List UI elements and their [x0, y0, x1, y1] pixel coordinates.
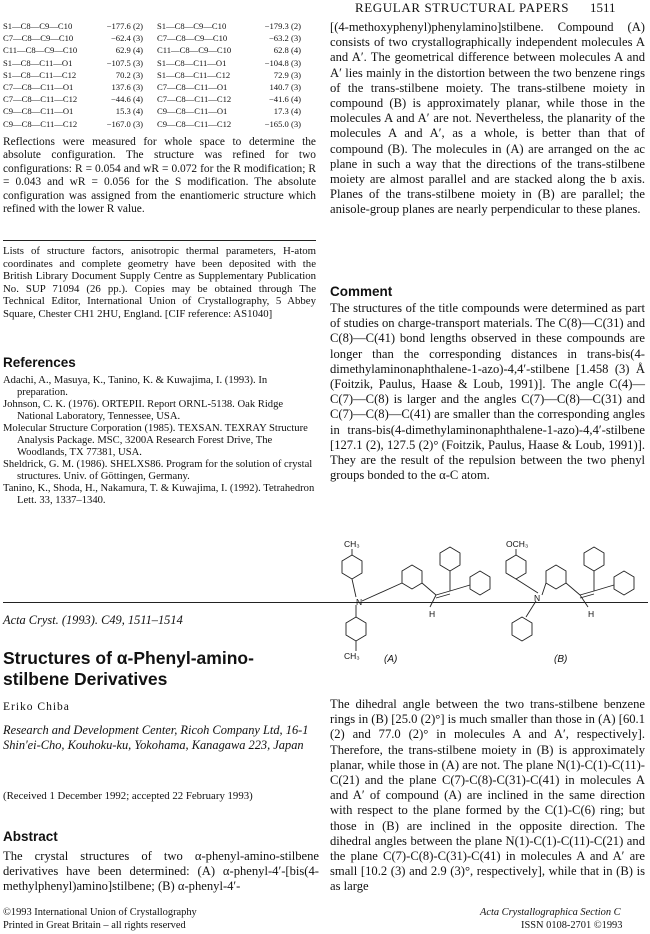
torsion-row: [3, 69, 315, 81]
torsion-value: −104.8 (3): [264, 57, 301, 68]
reference-item: Sheldrick, G. M. (1986). SHELXS86. Program for the solution of crystal structures. Univ. of Göttingen, Germany.: [3, 459, 313, 482]
torsion-value: −107.5 (3): [106, 57, 143, 68]
torsion-atoms: S1—C8—C9—C10: [3, 21, 73, 31]
torsion-atoms: C7—C8—C11—C12: [157, 94, 232, 105]
footer-journal: Acta Crystallographica Section C: [480, 907, 621, 918]
torsion-value: −165.0 (3): [264, 118, 301, 129]
torsion-value: 72.9 (3): [273, 69, 301, 80]
footer-copyright: ©1993 International Union of Crystallography: [3, 907, 197, 918]
article-title: Structures of α-Phenyl-amino-stilbene Derivatives: [3, 648, 254, 689]
torsion-angle-table: [3, 20, 315, 130]
torsion-atoms: S1—C8—C11—C12: [157, 69, 231, 80]
torsion-value: −177.6 (2): [106, 21, 143, 31]
och3-label: OCH₃: [506, 539, 529, 549]
torsion-value: 62.8 (4): [273, 45, 301, 56]
chemical-structures-figure: [326, 525, 648, 685]
torsion-atoms: C7—C8—C11—O1: [157, 81, 228, 92]
reflections-paragraph: Reflections were measured for whole space to determine the absolute configuration. The structure was refined for two configurations: R = 0.054 and wR = 0.072 for the R modification; R = 0.043 and wR = 0.056 for the S modification. The absolute configuration was assigned from the enantiomeric structure which refined with the lower R value.: [3, 136, 316, 216]
torsion-value: 15.3 (4): [115, 106, 143, 117]
torsion-atoms: C9—C8—C11—O1: [3, 106, 74, 117]
torsion-atoms: C9—C8—C11—C12: [157, 118, 232, 129]
page-number: 1511: [590, 0, 616, 15]
torsion-value: −44.6 (4): [110, 94, 143, 105]
label-b: (B): [554, 654, 568, 665]
footer-printed: Printed in Great Britain – all rights reserved: [3, 920, 186, 931]
torsion-atoms: C9—C8—C11—C12: [3, 118, 78, 129]
torsion-value: −63.2 (3): [268, 33, 301, 44]
footer-issn: ISSN 0108-2701 ©1993: [521, 920, 623, 931]
torsion-value: 70.2 (3): [115, 69, 143, 80]
torsion-atoms: S1—C8—C9—C10: [157, 21, 227, 31]
journal-citation: Acta Cryst. (1993). C49, 1511–1514: [3, 613, 183, 627]
comment-text: The structures of the title compounds were determined as part of studies on charge-transport materials. The C(8)—C(31) and C(8)—C(41) bond lengths observed in these compounds are longer than the corresponding distances in trans-bis(4-dimethylaminonaphthalene-1-azo)-4,4′-stilbene [1.458 (3) Å (Foitzik, Paulus, Haase & Loub, 1991)]. The angle C(4)—C(7)—C(8) is larger and the angles C(7)—C(8)—C(31) and C(7)—C(8)—C(41) are smaller than the corresponding angles in trans-bis(4-dimethylaminonaphthalene-1-azo)-4,4′-stilbene [127.1 (2), 127.5 (2)° (Foitzik, Paulus, Haase & Loub, 1991)]. They are the result of the repulsion between the two phenyl groups bonded to the α-C atom.: [330, 301, 645, 483]
label-a: (A): [384, 654, 398, 665]
torsion-row: [3, 93, 315, 105]
torsion-atoms: C7—C8—C9—C10: [157, 33, 228, 44]
torsion-atoms: S1—C8—C11—C12: [3, 69, 77, 80]
torsion-value: −41.6 (4): [268, 94, 301, 105]
torsion-value: −167.0 (3): [106, 118, 143, 129]
reference-item: Molecular Structure Corporation (1985). TEXSAN. TEXRAY Structure Analysis Package. MSC, 3200A Research Forest Drive, The Woodlands, TX 77381, USA.: [3, 423, 308, 458]
references-list: [3, 375, 316, 507]
torsion-atoms: C11—C8—C9—C10: [157, 45, 232, 56]
torsion-row: [3, 57, 315, 69]
structure-a: [342, 547, 490, 651]
abstract-heading: Abstract: [3, 829, 58, 844]
structure-b: [506, 547, 634, 641]
references-heading: References: [3, 355, 76, 370]
torsion-row: [3, 81, 315, 93]
reference-item: Adachi, A., Masuya, K., Tanino, K. & Kuwajima, I. (1993). In preparation.: [3, 375, 268, 398]
reference-item: Tanino, K., Shoda, H., Nakamura, T. & Kuwajima, I. (1992). Tetrahedron Lett. 33, 1337–1340.: [3, 483, 315, 506]
torsion-atoms: C7—C8—C9—C10: [3, 33, 74, 44]
torsion-value: 140.7 (3): [269, 81, 301, 92]
running-header: REGULAR STRUCTURAL PAPERS: [355, 0, 570, 15]
torsion-value: −179.3 (2): [264, 21, 301, 31]
reference-item: Johnson, C. K. (1976). ORTEPII. Report ORNL-5138. Oak Ridge National Laboratory, Tennessee, USA.: [3, 399, 284, 422]
ch3-top-label: CH₃: [344, 539, 360, 549]
torsion-value: −62.4 (3): [110, 33, 143, 44]
h-label-a: H: [429, 609, 436, 619]
deposition-note: Lists of structure factors, anisotropic thermal parameters, H-atom coordinates and complete geometry have been deposited with the British Library Document Supply Centre as Supplementary Publication No. SUP 71094 (26 pp.). Copies may be obtained through The Technical Editor, International Union of Crystallography, 5 Abbey Square, Chester CH1 2HU, England. [CIF reference: AS1040]: [3, 245, 316, 320]
torsion-atoms: C7—C8—C11—C12: [3, 94, 78, 105]
n-label-a: N: [356, 597, 363, 607]
torsion-value: 62.9 (4): [115, 45, 143, 56]
torsion-atoms: S1—C8—C11—O1: [3, 57, 73, 68]
torsion-row: [3, 32, 315, 44]
torsion-atoms: S1—C8—C11—O1: [157, 57, 227, 68]
author-name: Eriko Chiba: [3, 701, 70, 713]
torsion-row: [3, 20, 315, 32]
torsion-atoms: C9—C8—C11—O1: [157, 106, 228, 117]
torsion-atoms: C7—C8—C11—O1: [3, 81, 74, 92]
ch3-bottom-label: CH₃: [344, 651, 360, 661]
divider: [3, 240, 316, 241]
dihedral-paragraph: The dihedral angle between the two trans-stilbene benzene rings in (B) [25.0 (2)°] is much smaller than those in (A) [60.1 (2) and 77.0 (2)° in molecules A and A′, respectively]. Therefore, the trans-stilbene moiety in (B) is approximately planar, while those in (A) are not. The plane N(1)-C(1)-C(11)-C(21) and the plane C(7)-C(8)-C(31)-C(41) in molecules A and A′ of compound (A) are inclined in the same direction with respect to the plane formed by the C(1)-C(6) ring; but those in (B) are inclined in the opposite direction. The dihedral angles between the plane N(1)-C(1)-C(11)-C(21) and the plane C(7)-C(8)-C(31)-C(41) in molecules A and A′ are small [10.2 (3) and 2.9 (3)°, respectively], while that in (B) is as large: [330, 697, 645, 894]
torsion-row: [3, 105, 315, 117]
h-label-b: H: [588, 609, 595, 619]
affiliation: Research and Development Center, Ricoh Company Ltd, 16-1 Shin'ei-Cho, Kouhoku-ku, Yokohama, Kanagawa 223, Japan: [3, 723, 309, 753]
torsion-value: 137.6 (3): [111, 81, 143, 92]
comment-heading: Comment: [330, 284, 393, 299]
abstract-text: The crystal structures of two α-phenyl-amino-stilbene derivatives have been determined: (A) α-phenyl-4′-[bis(4-methylphenyl)amino]stilbene; (B) α-phenyl-4′-: [3, 849, 319, 894]
abstract-continued: [(4-methoxyphenyl)phenylamino]stilbene. Compound (A) consists of two crystallographically independent molecules A and A′. The geometrical difference between molecules A and A′ lies mainly in the distortion between the two benzene rings of the trans-stilbene moiety. The trans-stilbene moiety in compound (B) is approximately planar, while those in the molecules A and A′ are not. Nevertheless, the planarity of the molecules A and A′, as a whole, is better than that of compound (B). The molecules in (A) are arranged on the ac plane in such a way that the directions of the trans-stilbene moiety are almost parallel and are stacked along the b axis. Planes of the trans-stilbene moiety in (B) are parallel; the anisole-group planes are nearly perpendicular to these planes.: [330, 20, 645, 217]
torsion-row: [3, 44, 315, 56]
n-label-b: N: [534, 593, 541, 603]
torsion-row: [3, 118, 315, 130]
torsion-value: 17.3 (4): [273, 106, 301, 117]
torsion-atoms: C11—C8—C9—C10: [3, 45, 78, 56]
received-date: (Received 1 December 1992; accepted 22 February 1993): [3, 790, 253, 802]
